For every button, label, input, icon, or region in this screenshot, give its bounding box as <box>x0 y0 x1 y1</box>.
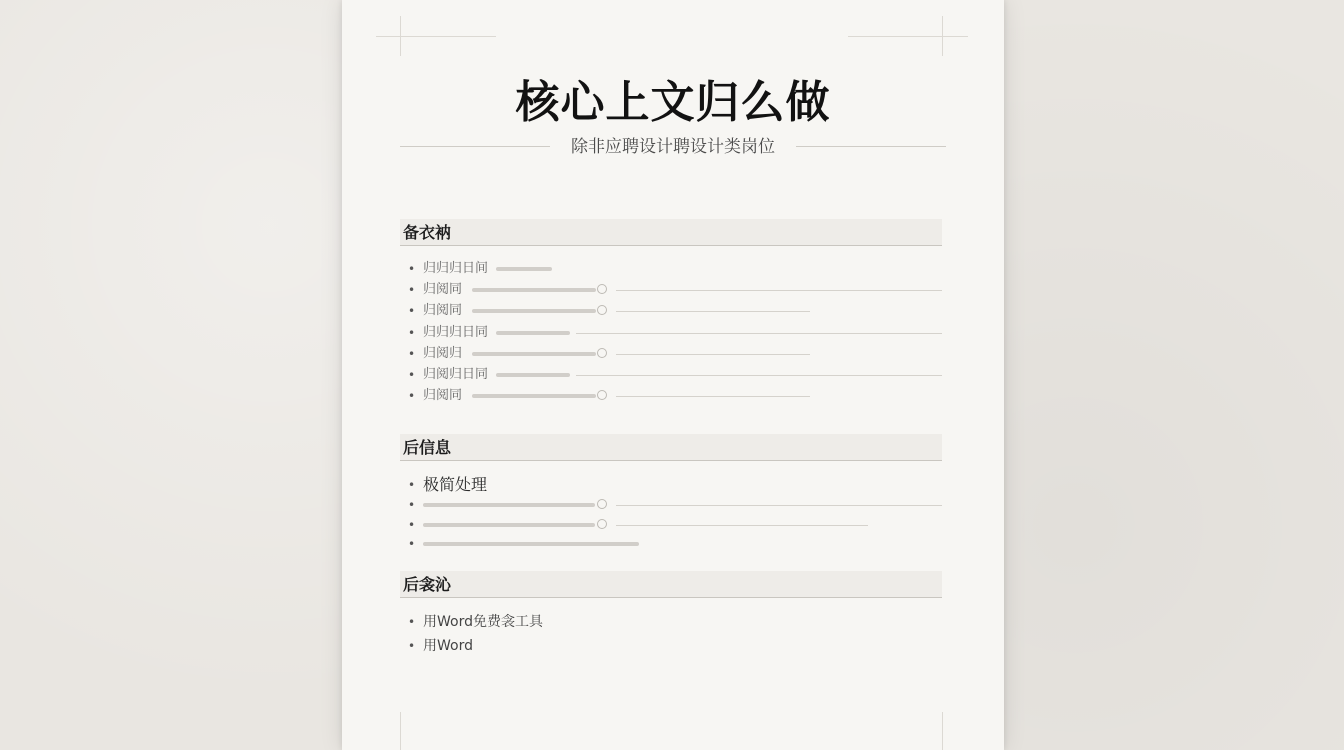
item-label: 归阅同 <box>423 388 463 403</box>
bullet: • <box>408 537 416 551</box>
section-heading: 备衣衲 <box>400 219 942 246</box>
list-item <box>408 636 708 656</box>
rule-line <box>576 375 942 376</box>
item-label: 极简处理 <box>423 475 488 494</box>
text-placeholder <box>496 331 570 335</box>
bullet: • <box>408 326 416 340</box>
guide-line <box>942 712 943 750</box>
clock-icon <box>597 305 607 315</box>
rule-line <box>616 311 810 312</box>
bullet: • <box>408 478 416 492</box>
list-item <box>408 496 942 514</box>
bullet: • <box>408 304 416 318</box>
item-label: 归阅同 <box>423 282 463 297</box>
bullet: • <box>408 262 416 276</box>
list-item <box>408 324 942 342</box>
text-placeholder <box>472 288 596 292</box>
text-placeholder <box>423 523 595 527</box>
item-label: 归阅同 <box>423 303 463 318</box>
bullet: • <box>408 347 416 361</box>
section-heading: 后信息 <box>400 434 942 461</box>
list-item <box>408 475 708 495</box>
bullet: • <box>408 498 416 512</box>
list-item <box>408 516 868 534</box>
text-placeholder <box>472 394 596 398</box>
document-title: 核心上文归么做 <box>515 77 831 128</box>
list-item <box>408 260 928 278</box>
guide-line <box>400 712 401 750</box>
clock-icon <box>597 519 607 529</box>
item-label: 用Word免费衾工具 <box>423 614 543 630</box>
clock-icon <box>597 284 607 294</box>
text-placeholder <box>472 352 596 356</box>
rule-line <box>576 333 942 334</box>
resume-page <box>342 0 1004 750</box>
text-placeholder <box>472 309 596 313</box>
rule-line <box>616 354 810 355</box>
document-subtitle: 除非应聘设计聘设计类岗位 <box>561 137 785 157</box>
list-item <box>408 281 942 299</box>
item-label: 归阅归日同 <box>423 367 489 382</box>
list-item <box>408 387 812 405</box>
rule-line <box>616 525 868 526</box>
list-item <box>408 535 648 553</box>
text-placeholder <box>496 267 552 271</box>
text-placeholder <box>496 373 570 377</box>
rule-line <box>616 396 810 397</box>
guide-line <box>376 36 496 37</box>
item-label: 归归归日间 <box>423 261 489 276</box>
bullet: • <box>408 518 416 532</box>
item-label: 归阅归 <box>423 346 463 361</box>
item-label: 用Word <box>423 638 473 654</box>
list-item <box>408 302 812 320</box>
bullet: • <box>408 639 416 653</box>
guide-line <box>942 16 943 56</box>
rule-line <box>616 290 942 291</box>
text-placeholder <box>423 503 595 507</box>
bullet: • <box>408 615 416 629</box>
bullet: • <box>408 368 416 382</box>
text-placeholder <box>423 542 639 546</box>
clock-icon <box>597 348 607 358</box>
rule-line <box>616 505 942 506</box>
list-item <box>408 366 942 384</box>
clock-icon <box>597 499 607 509</box>
bullet: • <box>408 283 416 297</box>
clock-icon <box>597 390 607 400</box>
subtitle-row <box>400 134 946 160</box>
section-heading: 后衾沁 <box>400 571 942 598</box>
list-item <box>408 345 812 363</box>
list-item <box>408 612 708 632</box>
item-label: 归归归日同 <box>423 325 489 340</box>
bullet: • <box>408 389 416 403</box>
guide-line <box>848 36 968 37</box>
guide-line <box>400 16 401 56</box>
